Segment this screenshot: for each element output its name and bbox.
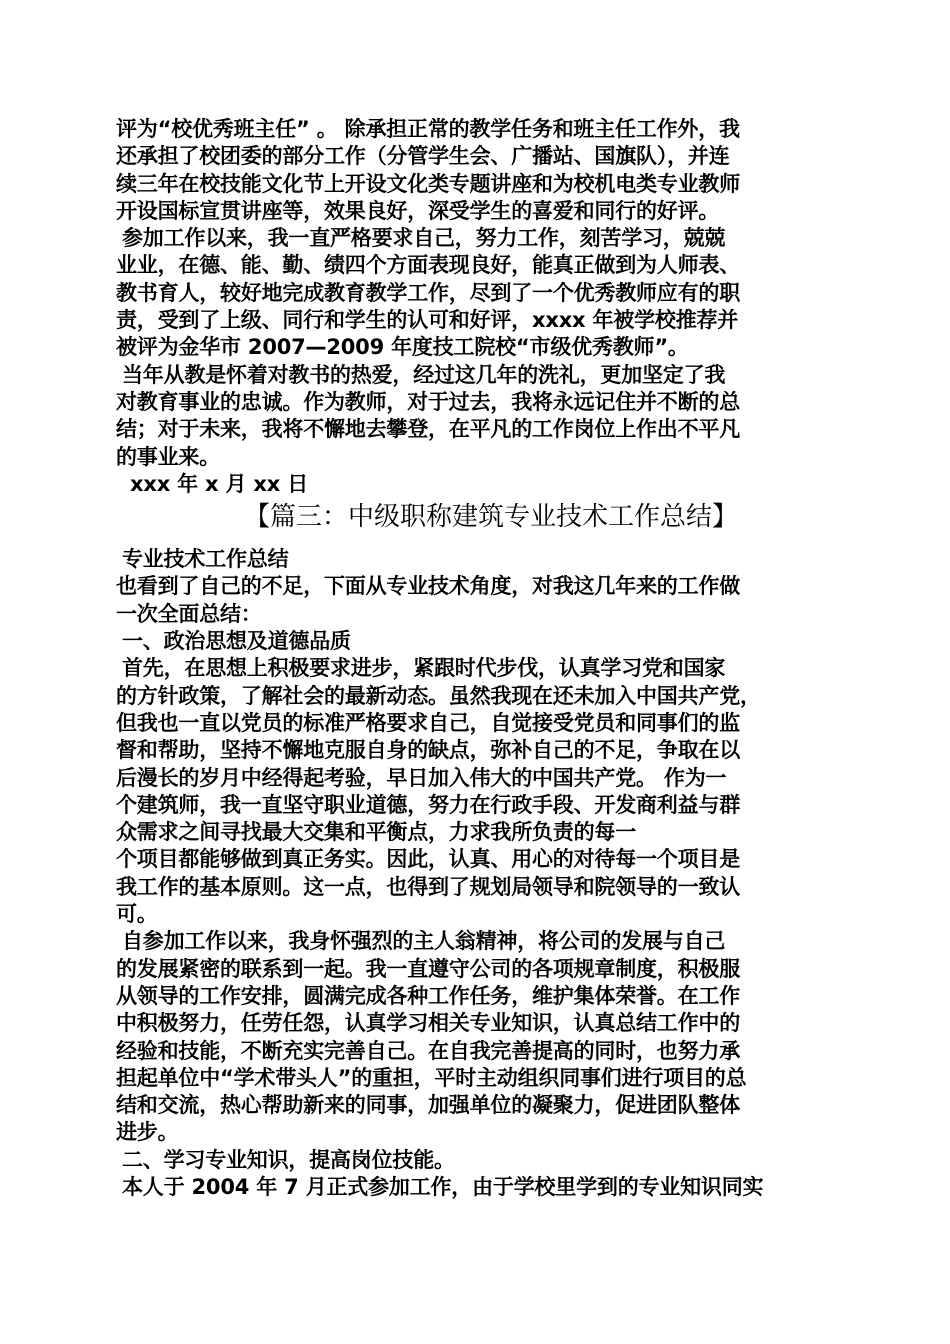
text-line: 的方针政策，了解社会的最新动态。虽然我现在还未加入中国共产党， [116,683,761,708]
date-line: xxx 年 x 月 xx 日 [130,471,309,496]
heading-politics: 一、政治思想及道德品质 [122,629,351,654]
document-body [116,116,852,1201]
text-line: 当年从教是怀着对教书的热爱，经过这几年的洗礼，更加坚定了我 [122,362,726,387]
text-line: 督和帮助，坚持不懈地克服自身的缺点，弥补自己的不足，争取在以 [116,738,740,763]
text-line: 进步。 [116,1120,179,1145]
text-line: 担起单位中“学术带头人”的重担，平时主动组织同事们进行项目的总 [116,1065,747,1090]
text-line: 中积极努力，任劳任怨，认真学习相关专业知识，认真总结工作中的 [116,1011,740,1036]
text-line: 自参加工作以来，我身怀强烈的主人翁精神，将公司的发展与自己 [122,929,726,954]
paragraph-work-attitude [116,928,852,1146]
paragraph-teaching-career [116,362,852,471]
subtitle: 专业技术工作总结 [122,547,289,572]
text-line: 从领导的工作安排，圆满完成各种工作任务，维护集体荣誉。在工作 [116,983,740,1008]
text-line: 个建筑师，我一直坚守职业道德，努力在行政手段、开发商利益与群 [116,792,740,817]
text-line: 首先，在思想上积极要求进步，紧跟时代步伐，认真学习党和国家 [122,656,726,681]
text-line: 本人于 2004 年 7 月正式参加工作，由于学校里学到的专业知识同实 [122,1174,764,1199]
text-line: 评为“校优秀班主任” 。 除承担正常的教学任务和班主任工作外，我 [116,117,740,141]
text-line: 结；对于未来，我将不懈地去攀登，在平凡的工作岗位上作出不平凡 [116,417,740,442]
section-title: 【篇三：中级职称建筑专业技术工作总结】 [243,502,738,533]
text-line: 个项目都能够做到真正务实。因此，认真、用心的对待每一个项目是 [116,847,740,872]
text-line: 也看到了自己的不足，下面从专业技术角度，对我这几年来的工作做 [116,574,740,599]
paragraph-since-work [116,225,852,361]
text-line: 被评为金华市 2007—2009 年度技工院校“市级优秀教师”。 [116,335,689,360]
text-line: 业业，在德、能、勤、绩四个方面表现良好，能真正做到为人师表、 [116,253,740,278]
text-line: 续三年在校技能文化节上开设文化类专题讲座和为校机电类专业教师 [116,171,740,196]
paragraph-intro [116,573,852,628]
text-line: 我工作的基本原则。这一点，也得到了规划局领导和院领导的一致认 [116,874,740,899]
text-line: 的发展紧密的联系到一起。我一直遵守公司的各项规章制度，积极服 [116,956,740,981]
paragraph-award [116,116,852,225]
text-line: 责，受到了上级、同行和学生的认可和好评，xxxx 年被学校推荐并 [116,308,739,333]
paragraph-skills [116,1174,852,1201]
text-line: 一次全面总结： [116,601,262,626]
text-line: 的事业来。 [116,444,220,469]
text-line: 可。 [116,902,158,927]
text-line: 教书育人，较好地完成教育教学工作，尽到了一个优秀教师应有的职 [116,280,740,305]
text-line: 还承担了校团委的部分工作（分管学生会、广播站、国旗队），并连 [116,144,730,169]
text-line: 对教育事业的忠诚。作为教师，对于过去，我将永远记住并不断的总 [116,389,740,414]
paragraph-politics [116,655,852,928]
text-line: 后漫长的岁月中经得起考验，早日加入伟大的中国共产党。 作为一 [116,765,727,790]
heading-skills: 二、学习专业知识，提高岗位技能。 [122,1147,455,1172]
text-line: 经验和技能，不断充实完善自己。在自我完善提高的同时，也努力承 [116,1038,740,1063]
text-line: 参加工作以来，我一直严格要求自己，努力工作，刻苦学习，兢兢 [122,226,726,251]
text-line: 开设国标宣贯讲座等，效果良好，深受学生的喜爱和同行的好评。 [116,198,720,223]
text-line: 结和交流，热心帮助新来的同事，加强单位的凝聚力，促进团队整体 [116,1093,740,1118]
text-line: 但我也一直以党员的标准严格要求自己，自觉接受党员和同事们的监 [116,710,740,735]
text-line: 众需求之间寻找最大交集和平衡点，力求我所负责的每一 [116,820,636,845]
